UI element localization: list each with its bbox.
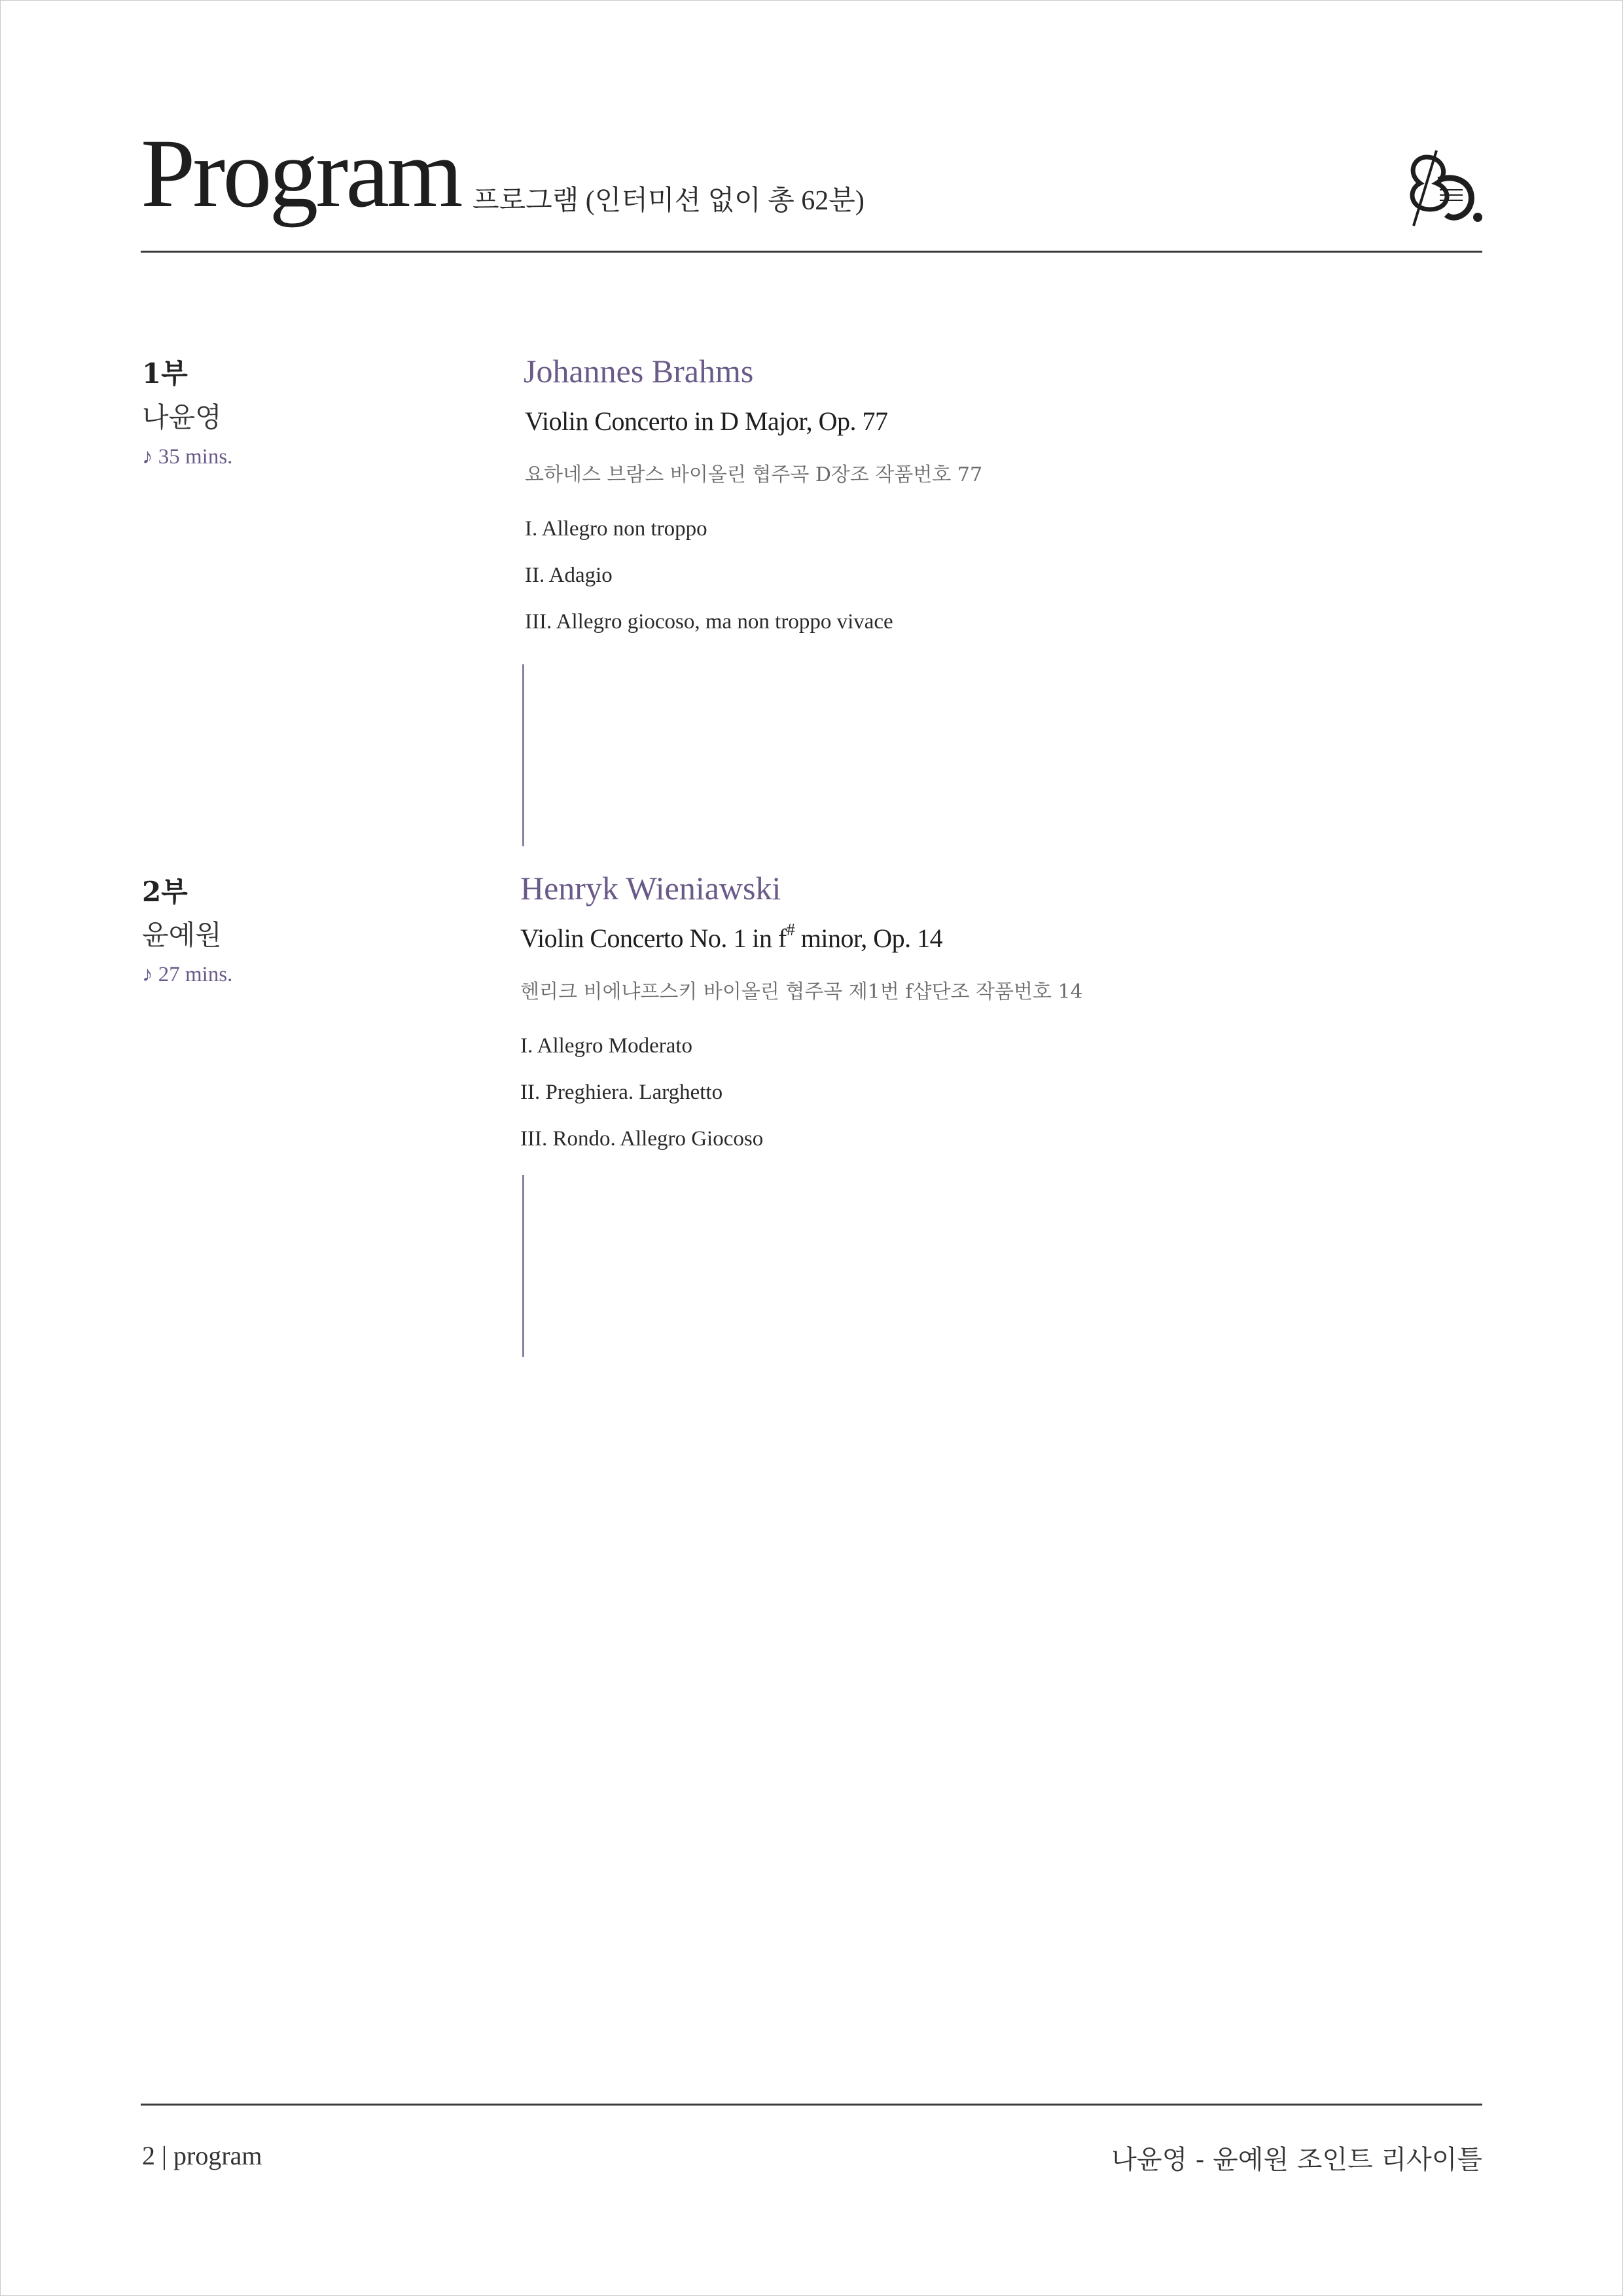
movement: I. Allegro non troppo	[525, 517, 707, 541]
duration: ♪ 27 mins.	[142, 963, 233, 986]
movement: III. Rondo. Allegro Giocoso	[520, 1127, 764, 1151]
header-rule	[141, 251, 1482, 253]
movement: II. Preghiera. Larghetto	[520, 1081, 723, 1104]
violin-logo-icon	[1400, 144, 1486, 229]
performer-name: 나윤영	[142, 401, 222, 433]
page-subtitle: 프로그램 (인터미션 없이 총 62분)	[473, 186, 865, 216]
work-title	[520, 920, 943, 954]
section-divider	[522, 1175, 524, 1357]
page-number: 2 | program	[142, 2141, 262, 2170]
work-title-korean: 요하네스 브람스 바이올린 협주곡 D장조 작품번호 77	[525, 463, 983, 486]
footer-rule	[141, 2104, 1482, 2106]
part-label: 2부	[142, 876, 188, 908]
composer-name: Johannes Brahms	[524, 353, 754, 389]
composer-name: Henryk Wieniawski	[520, 870, 781, 906]
sharp-sign: #	[786, 920, 795, 939]
movement: II. Adagio	[525, 564, 613, 587]
work-title-part: minor, Op. 14	[794, 924, 943, 953]
movement: III. Allegro giocoso, ma non troppo vivace	[525, 610, 893, 634]
work-title: Violin Concerto in D Major, Op. 77	[525, 406, 888, 436]
work-title-part: Violin Concerto No. 1 in f	[520, 924, 787, 953]
part-label: 1부	[142, 357, 188, 389]
duration: ♪ 35 mins.	[142, 445, 233, 469]
section-divider	[522, 664, 524, 846]
movement: I. Allegro Moderato	[520, 1034, 693, 1058]
work-title-korean: 헨리크 비에냐프스키 바이올린 협주곡 제1번 f샵단조 작품번호 14	[520, 980, 1083, 1003]
performer-name: 윤예원	[142, 919, 222, 951]
event-title: 나윤영 - 윤예원 조인트 리사이틀	[1111, 2145, 1482, 2175]
page-title: Program	[141, 119, 461, 228]
